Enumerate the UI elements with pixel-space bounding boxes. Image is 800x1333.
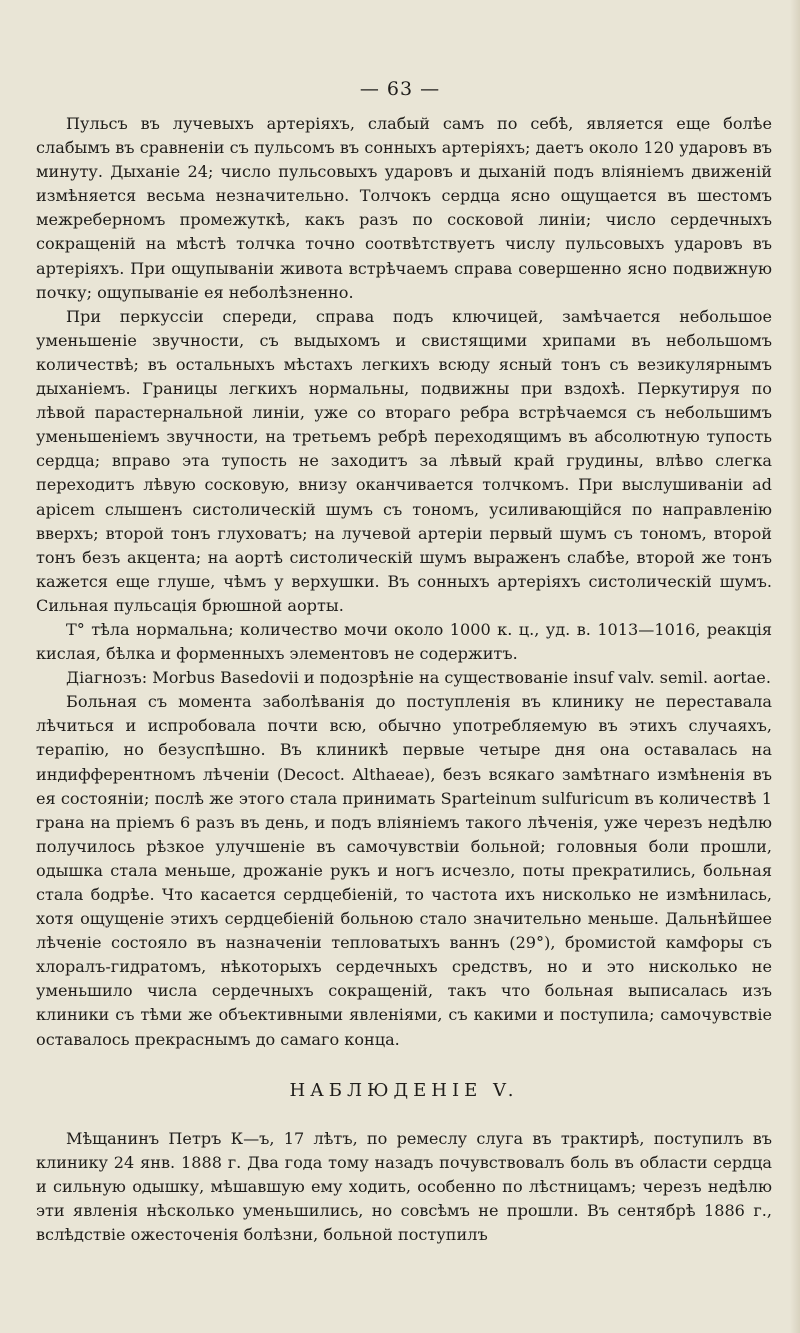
paragraph-temperature-urine: T° тѣла нормальна; количество мочи около 1000 к. ц., уд. в. 1013—1016, реакція кислая, бѣлка и форменныхъ элементовъ не содержитъ. xyxy=(36,619,772,664)
paragraph-case-five: Мѣщанинъ Петръ К—ъ, 17 лѣтъ, по ремеслу слуга въ трактирѣ, поступилъ въ клинику 24 янв. 1888 г. Два года тому назадъ почувствовалъ боль въ области сердца и сильную одышку, мѣшавшую ему ходить, особенно по лѣстницамъ; черезъ недѣлю эти явленія нѣсколько уменьшились, но совсѣмъ не прошли. Въ сентябрѣ 1886 г., вслѣдствіе ожесточенія болѣзни, больной поступилъ xyxy=(36,1128,772,1245)
paragraph-treatment: Больная съ момента заболѣванія до поступленія въ клинику не переставала лѣчиться и испробовала почти всю, обычно употребляемую въ этихъ случаяхъ, терапію, но безуспѣшно. Въ клиникѣ первые четыре дня она оставалась на индифферентномъ лѣченіи (Decoct. Althaeae), безъ всякаго замѣтнаго измѣненія въ ея состояніи; послѣ же этого стала принимать Spartеinum sulfuricum въ количествѣ 1 грана на пріемъ 6 разъ въ день, и подъ вліяніемъ такого лѣченія, уже черезъ недѣлю получилось рѣзкое улучшеніе въ самочувствіи больной; головныя боли прошли, одышка стала меньше, дрожаніе рукъ и ногъ исчезло, поты прекратились, больная стала бодрѣе. Что касается сердцебіеній, то частота ихъ нисколько не измѣнилась, хотя ощущеніе этихъ сердцебіеній больною стало значительно меньше. Дальнѣйшее лѣченіе состояло въ назначеніи тепловатыхъ ваннъ (29°), бромистой камфоры съ хлоралъ-гидратомъ, нѣкоторыхъ сердечныхъ средствъ, но и это нисколько не уменьшило числа сердечныхъ сокращеній, такъ что больная выписалась изъ клиники съ тѣми же объективными явленіями, съ какими и поступила; самочувствіе оставалось прекраснымъ до самаго конца. xyxy=(36,692,772,1049)
paragraph-percussion: При перкуссіи спереди, справа подъ ключицей, замѣчается небольшое уменьшеніе звучности, съ выдыхомъ и свистящими хрипами въ небольшомъ количествѣ; въ остальныхъ мѣстахъ легкихъ всюду ясный тонъ съ везикулярнымъ дыханіемъ. Границы легкихъ нормальны, подвижны при вздохѣ. Перкутируя по лѣвой парастернальной линіи, уже со втораго ребра встрѣчаемся съ небольшимъ уменьшеніемъ звучности, на третьемъ ребрѣ переходящимъ въ абсолютную тупость сердца; вправо эта тупость не заходитъ за лѣвый край грудины, влѣво слегка переходитъ лѣвую сосковую, внизу оканчивается толчкомъ. При выслушиваніи ad apicem слышенъ систолическій шумъ съ тономъ, усиливающійся по направленію вверхъ; второй тонъ глуховатъ; на лучевой артеріи первый шумъ съ тономъ, второй тонъ безъ акцента; на аортѣ систолическій шумъ выраженъ слабѣе, второй же тонъ кажется еще глуше, чѣмъ у верхушки. Въ сонныхъ артеріяхъ систолическій шумъ. Сильная пульсація брюшной аорты. xyxy=(36,306,772,615)
page-number: — 63 — xyxy=(359,78,441,100)
section-heading: НАБЛЮДЕНІЕ V. xyxy=(289,1079,519,1101)
paragraph-diagnosis: Діагнозъ: Morbus Basedovii и подозрѣніе на существованіе insuf valv. semil. aortae. xyxy=(66,668,771,688)
page-text xyxy=(36,112,772,1247)
page-edge xyxy=(790,0,800,1333)
paragraph-pulse: Пульсъ въ лучевыхъ артеріяхъ, слабый самъ по себѣ, является еще болѣе слабымъ въ сравненіи съ пульсомъ въ сонныхъ артеріяхъ; даетъ около 120 ударовъ въ минуту. Дыханіе 24; число пульсовыхъ ударовъ и дыханій подъ вліяніемъ движеній измѣняется весьма незначительно. Толчокъ сердца ясно ощущается въ шестомъ межреберномъ промежуткѣ, какъ разъ по сосковой линіи; число сердечныхъ сокращеній на мѣстѣ толчка точно соотвѣтствуетъ числу пульсовыхъ ударовъ въ артеріяхъ. При ощупываніи живота встрѣчаемъ справа совершенно ясно подвижную почку; ощупываніе ея неболѣзненно. xyxy=(36,114,772,302)
